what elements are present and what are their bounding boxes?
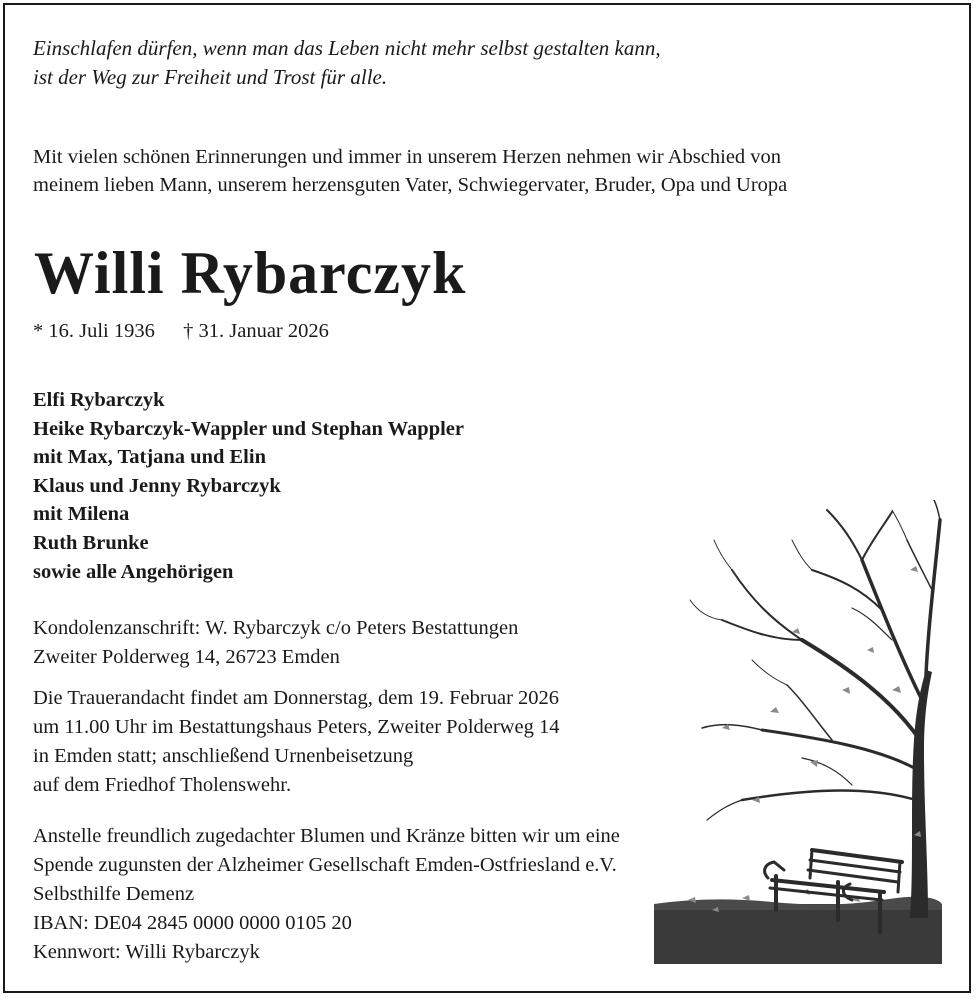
service-info	[33, 684, 559, 800]
donation-line: Anstelle freundlich zugedachter Blumen und Kränze bitten wir um eine	[33, 825, 620, 847]
keyword-line: Kennwort: Willi Rybarczyk	[33, 941, 260, 963]
family-list	[33, 386, 464, 586]
family-member: mit Milena	[33, 503, 130, 526]
tree-bench-icon	[652, 500, 944, 966]
birth-date: * 16. Juli 1936	[33, 320, 155, 342]
service-line: Die Trauerandacht findet am Donnerstag, dem 19. Februar 2026	[33, 687, 560, 709]
family-member: mit Max, Tatjana und Elin	[33, 446, 266, 469]
family-member: Ruth Brunke	[33, 531, 149, 554]
condolence-line: Zweiter Polderweg 14, 26723 Emden	[33, 646, 340, 668]
iban-line: IBAN: DE04 2845 0000 0000 0105 20	[33, 912, 352, 934]
tree-trunk	[910, 670, 932, 918]
service-line: um 11.00 Uhr im Bestattungshaus Peters, Zweiter Polderweg 14	[33, 716, 560, 738]
family-member: Klaus und Jenny Rybarczyk	[33, 474, 281, 497]
donation-line: Spende zugunsten der Alzheimer Gesellschaft Emden-Ostfriesland e.V.	[33, 854, 617, 876]
service-line: auf dem Friedhof Tholenswehr.	[33, 774, 292, 796]
intro-line: meinem lieben Mann, unserem herzensguten Vater, Schwiegervater, Bruder, Opa und Uropa	[33, 174, 788, 196]
tree-branches	[690, 500, 940, 820]
condolence-line: Kondolenzanschrift: W. Rybarczyk c/o Peters Bestattungen	[33, 617, 519, 639]
donation-info	[33, 822, 620, 967]
condolence-address	[33, 614, 518, 672]
intro-text	[33, 143, 787, 199]
family-member: Heike Rybarczyk-Wappler und Stephan Wappler	[33, 417, 465, 440]
deceased-name: Willi Rybarczyk	[34, 240, 467, 306]
quote-block	[33, 34, 661, 92]
intro-line: Mit vielen schönen Erinnerungen und immer in unserem Herzen nehmen wir Abschied von	[33, 146, 782, 168]
donation-line: Selbsthilfe Demenz	[33, 883, 195, 905]
death-date: † 31. Januar 2026	[183, 320, 329, 342]
ground-shape	[654, 904, 942, 964]
quote-line: Einschlafen dürfen, wenn man das Leben nicht mehr selbst gestalten kann,	[33, 36, 661, 60]
service-line: in Emden statt; anschließend Urnenbeisetzung	[33, 745, 414, 767]
family-member: Elfi Rybarczyk	[33, 389, 165, 411]
family-member: sowie alle Angehörigen	[33, 560, 234, 583]
quote-line: ist der Weg zur Freiheit und Trost für alle.	[33, 65, 388, 89]
life-dates	[33, 317, 329, 345]
